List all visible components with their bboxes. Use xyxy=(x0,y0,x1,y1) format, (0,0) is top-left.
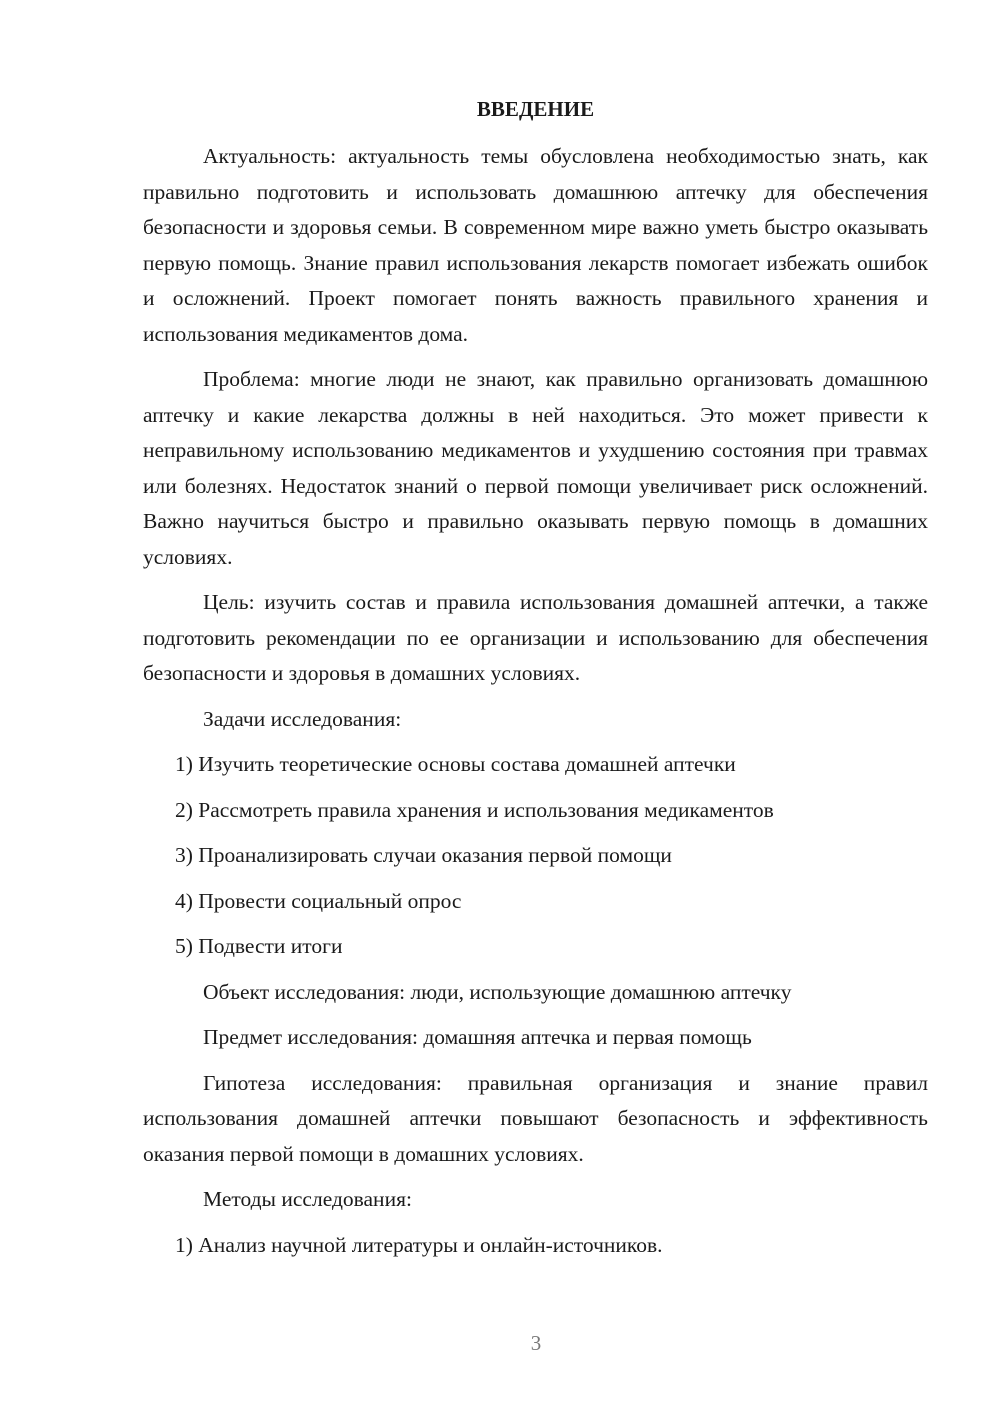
page-number: 3 xyxy=(530,1331,542,1355)
list-item: 2) Рассмотреть правила хранения и использования медикаментов xyxy=(175,797,774,822)
tasks-heading: Задачи исследования: xyxy=(203,706,402,731)
object-line: Объект исследования: люди, использующие домашнюю аптечку xyxy=(203,979,792,1004)
subject-line: Предмет исследования: домашняя аптечка и первая помощь xyxy=(203,1025,752,1049)
section-title: ВВЕДЕНИЕ xyxy=(476,97,595,121)
list-item: 1) Изучить теоретические основы состава домашней аптечки xyxy=(175,752,736,776)
goal-paragraph: Цель: изучить состав и правила использования домашней аптечки, а также подготовить рекомендации по ее организации и использованию для обеспечения безопасности и здоровья в домашних условиях. xyxy=(143,590,928,685)
methods-heading: Методы исследования: xyxy=(203,1187,412,1211)
list-item: 4) Провести социальный опрос xyxy=(175,888,462,913)
list-item: 1) Анализ научной литературы и онлайн-источников. xyxy=(175,1232,663,1257)
problem-paragraph: Проблема: многие люди не знают, как правильно организовать домашнюю аптечку и какие лекарства должны в ней находиться. Это может привести к неправильному использованию медикаментов и ухудшению состояния при травмах или болезнях. Недостаток знаний о первой помощи увеличивает риск осложнений. Важно научиться быстро и правильно оказывать первую помощь в домашних условиях. xyxy=(143,367,928,569)
methods-list xyxy=(143,1228,928,1264)
list-item: 5) Подвести итоги xyxy=(175,934,343,958)
list-item: 3) Проанализировать случаи оказания первой помощи xyxy=(175,843,672,867)
document-page xyxy=(143,92,928,1273)
relevance-paragraph: Актуальность: актуальность темы обусловлена необходимостью знать, как правильно подготовить и использовать домашнюю аптечку для обеспечения безопасности и здоровья семьи. В современном мире важно уметь быстро оказывать первую помощь. Знание правил использования лекарств помогает избежать ошибок и осложнений. Проект помогает понять важность правильного хранения и использования медикаментов дома. xyxy=(143,144,928,346)
hypothesis-paragraph: Гипотеза исследования: правильная организация и знание правил использования домашней аптечки повышают безопасность и эффективность оказания первой помощи в домашних условиях. xyxy=(143,1070,928,1166)
tasks-list xyxy=(143,747,928,965)
